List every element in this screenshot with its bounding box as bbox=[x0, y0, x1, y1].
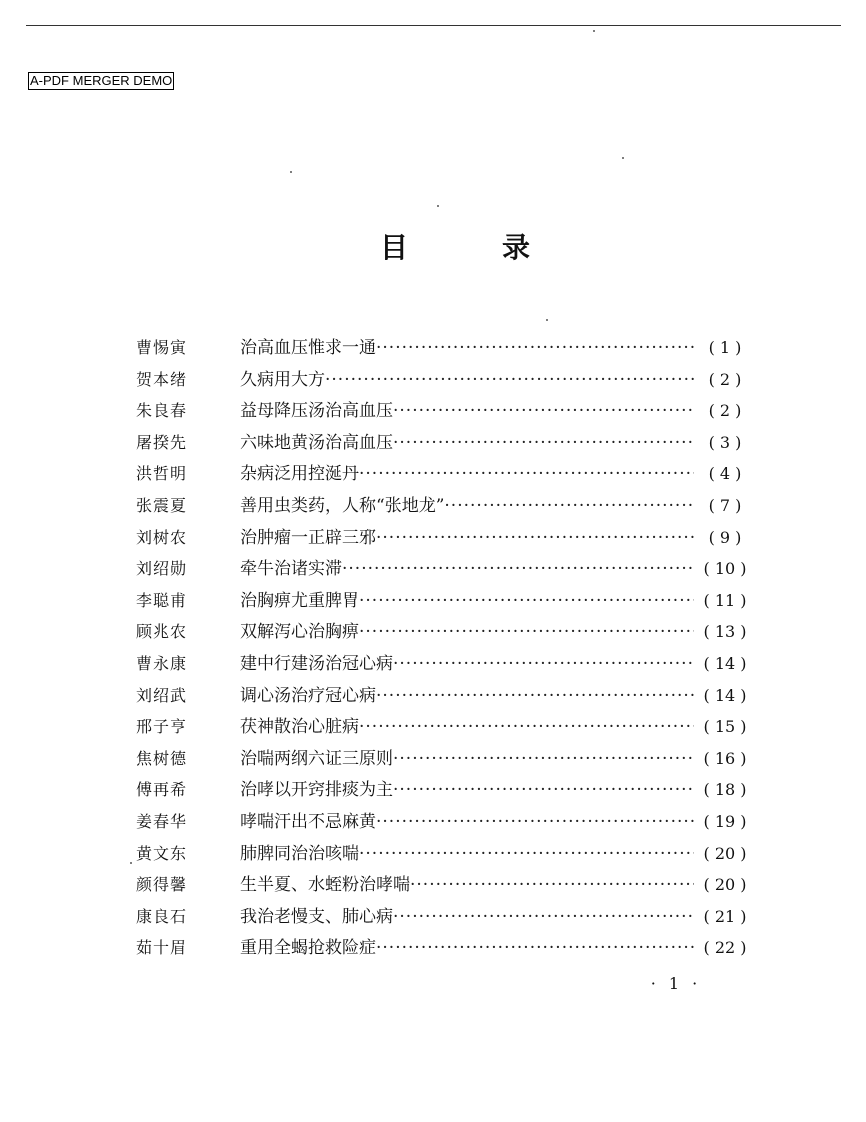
toc-title: 治哮以开窍排痰为主 bbox=[240, 780, 393, 801]
scan-speck bbox=[437, 205, 439, 207]
toc-author: 洪哲明 bbox=[136, 464, 188, 484]
toc-page-number: ( 19 ) bbox=[703, 811, 747, 831]
toc-author: 曹永康 bbox=[136, 653, 188, 673]
toc-page-number: ( 18 ) bbox=[703, 780, 747, 800]
table-of-contents bbox=[136, 332, 756, 964]
toc-entry bbox=[136, 364, 756, 396]
toc-author: 茹十眉 bbox=[136, 938, 188, 958]
toc-page-number: ( 2 ) bbox=[708, 401, 742, 421]
toc-author: 刘绍勋 bbox=[136, 559, 188, 579]
toc-entry bbox=[136, 901, 756, 933]
toc-entry bbox=[136, 743, 756, 775]
toc-entry bbox=[136, 522, 756, 554]
toc-title: 治胸痹尤重脾胃 bbox=[240, 590, 359, 611]
toc-page-number: ( 14 ) bbox=[703, 685, 747, 705]
toc-page-number: ( 20 ) bbox=[703, 875, 747, 895]
toc-title: 治高血压惟求一通 bbox=[240, 338, 376, 358]
toc-entry bbox=[136, 585, 756, 617]
toc-author: 贺本绪 bbox=[136, 369, 188, 389]
toc-entry bbox=[136, 427, 756, 459]
toc-entry bbox=[136, 680, 756, 712]
toc-author: 傅再希 bbox=[136, 780, 188, 800]
toc-page-number: ( 4 ) bbox=[708, 464, 742, 484]
toc-entry bbox=[136, 838, 756, 870]
toc-title: 我治老慢支、肺心病 bbox=[240, 906, 393, 927]
toc-author: 曹惕寅 bbox=[136, 338, 188, 357]
toc-page-number: ( 7 ) bbox=[708, 495, 742, 515]
toc-page-number: ( 20 ) bbox=[703, 843, 747, 863]
toc-author: 刘绍武 bbox=[136, 685, 188, 705]
toc-entry bbox=[136, 869, 756, 901]
toc-entry bbox=[136, 490, 756, 522]
toc-entry bbox=[136, 616, 756, 648]
toc-leader-dots bbox=[376, 681, 694, 713]
toc-entry bbox=[136, 806, 756, 838]
toc-title: 六味地黄汤治高血压 bbox=[240, 432, 393, 453]
toc-leader-dots bbox=[393, 396, 694, 428]
toc-page-number: ( 14 ) bbox=[703, 653, 747, 673]
toc-author: 屠揆先 bbox=[136, 432, 188, 452]
toc-title: 杂病泛用控涎丹 bbox=[240, 464, 359, 485]
toc-author: 朱良春 bbox=[136, 401, 188, 421]
scan-speck bbox=[130, 862, 132, 864]
scan-speck bbox=[290, 171, 292, 173]
title-char-1: 目 bbox=[380, 231, 409, 264]
scan-speck bbox=[546, 319, 548, 321]
toc-page-number: ( 9 ) bbox=[708, 527, 742, 547]
page-number: · 1 · bbox=[650, 974, 702, 993]
toc-leader-dots bbox=[359, 712, 694, 744]
toc-title: 建中行建汤治冠心病 bbox=[240, 653, 393, 674]
toc-title: 双解泻心治胸痹 bbox=[240, 622, 359, 643]
scan-speck bbox=[593, 30, 595, 32]
toc-author: 邢子亨 bbox=[136, 717, 188, 737]
toc-title: 久病用大方 bbox=[240, 369, 325, 390]
toc-page-number: ( 22 ) bbox=[703, 938, 747, 958]
toc-leader-dots bbox=[376, 333, 694, 365]
toc-title: 益母降压汤治高血压 bbox=[240, 401, 393, 422]
toc-title: 牵牛治诸实滞 bbox=[240, 559, 342, 580]
toc-leader-dots bbox=[359, 459, 694, 491]
toc-entry bbox=[136, 553, 756, 585]
toc-leader-dots bbox=[376, 807, 694, 839]
toc-leader-dots bbox=[359, 617, 694, 649]
toc-leader-dots bbox=[376, 933, 694, 965]
toc-leader-dots bbox=[325, 365, 694, 397]
toc-leader-dots bbox=[393, 775, 694, 807]
title-char-2: 录 bbox=[501, 231, 530, 264]
toc-title: 重用全蝎抢救险症 bbox=[240, 938, 376, 959]
toc-leader-dots bbox=[359, 839, 694, 871]
toc-leader-dots bbox=[393, 744, 694, 776]
toc-title: 善用虫类药，人称“张地龙” bbox=[240, 495, 445, 516]
toc-entry bbox=[136, 648, 756, 680]
toc-title: 生半夏、水蛭粉治哮喘 bbox=[240, 875, 410, 896]
toc-leader-dots bbox=[376, 523, 694, 555]
toc-leader-dots bbox=[410, 870, 694, 902]
toc-entry bbox=[136, 458, 756, 490]
toc-page-number: ( 11 ) bbox=[703, 590, 747, 610]
page-title bbox=[380, 228, 530, 268]
toc-author: 颜得馨 bbox=[136, 875, 188, 895]
scan-speck bbox=[622, 157, 624, 159]
toc-entry bbox=[136, 332, 756, 364]
toc-leader-dots bbox=[393, 428, 694, 460]
toc-leader-dots bbox=[393, 902, 694, 934]
toc-leader-dots bbox=[444, 491, 694, 523]
toc-author: 黄文东 bbox=[136, 843, 188, 863]
toc-page-number: ( 1 ) bbox=[708, 338, 742, 357]
toc-author: 刘树农 bbox=[136, 527, 188, 547]
toc-leader-dots bbox=[342, 554, 694, 586]
toc-title: 治肿瘤一正辟三邪 bbox=[240, 527, 376, 548]
watermark-label: A-PDF MERGER DEMO bbox=[30, 73, 173, 88]
toc-page-number: ( 3 ) bbox=[708, 432, 742, 452]
toc-leader-dots bbox=[393, 649, 694, 681]
toc-page-number: ( 10 ) bbox=[703, 559, 747, 579]
toc-title: 肺脾同治治咳喘 bbox=[240, 843, 359, 864]
toc-title: 哮喘汗出不忌麻黄 bbox=[240, 811, 376, 832]
toc-title: 调心汤治疗冠心病 bbox=[240, 685, 376, 706]
toc-author: 张震夏 bbox=[136, 495, 188, 515]
toc-leader-dots bbox=[359, 586, 694, 618]
toc-title: 茯神散治心脏病 bbox=[240, 717, 359, 738]
toc-page-number: ( 2 ) bbox=[708, 369, 742, 389]
toc-page-number: ( 21 ) bbox=[703, 906, 747, 926]
top-rule bbox=[26, 25, 841, 26]
toc-entry bbox=[136, 774, 756, 806]
toc-author: 顾兆农 bbox=[136, 622, 188, 642]
toc-author: 姜春华 bbox=[136, 811, 188, 831]
toc-entry bbox=[136, 711, 756, 743]
toc-author: 李聪甫 bbox=[136, 590, 188, 610]
toc-entry bbox=[136, 395, 756, 427]
toc-author: 康良石 bbox=[136, 906, 188, 926]
toc-entry bbox=[136, 932, 756, 964]
toc-page-number: ( 16 ) bbox=[703, 748, 747, 768]
toc-page-number: ( 13 ) bbox=[703, 622, 747, 642]
toc-author: 焦树德 bbox=[136, 748, 188, 768]
toc-title: 治喘两纲六证三原则 bbox=[240, 748, 393, 769]
toc-page-number: ( 15 ) bbox=[703, 717, 747, 737]
